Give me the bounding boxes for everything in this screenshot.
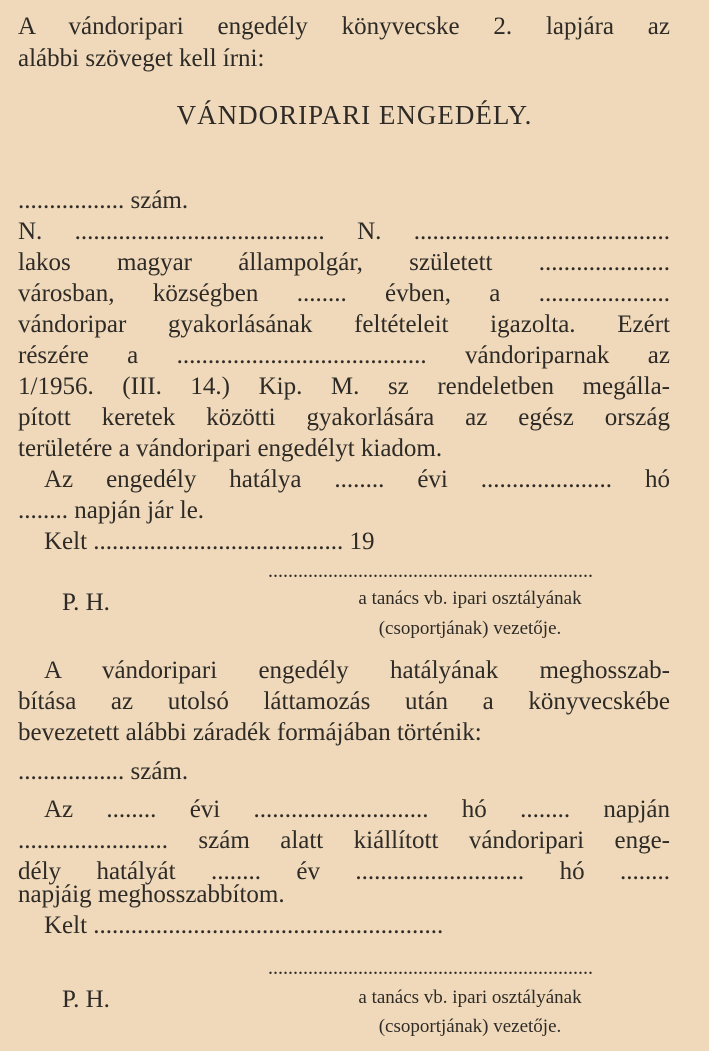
extension-line-3: bevezetett alábbi záradék formájában történik: — [18, 719, 482, 746]
license-line-5: vándoripar gyakorlásának feltételeit igazolta. Ezért — [18, 311, 670, 338]
license-line-7: 1/1956. (III. 14.) Kip. M. sz rendeletben megálla- — [18, 373, 670, 400]
extension-line-1: A vándoripari engedély hatályának meghosszab- — [44, 657, 670, 684]
extension-line-8: napjáig meghosszabbítom. — [18, 881, 285, 908]
signature-title-1: a tanács vb. ipari osztályának — [358, 588, 582, 609]
license-expiry-line: ........ napján jár le. — [18, 497, 205, 524]
extension-kelt-line: Kelt ........................................................ — [44, 912, 444, 939]
license-line-8: pított keretek közötti gyakorlására az egész ország — [18, 404, 670, 431]
extension-line-7: dély hatályát ........ év ........................... hó ........ — [18, 858, 670, 885]
license-line-3: lakos magyar állampolgár, született ..................... — [18, 249, 670, 276]
license-date-line: Kelt ........................................ 19 — [44, 528, 375, 555]
intro-line-1: A vándoripari engedély könyvecske 2. lapjára az — [18, 13, 670, 40]
signature-subtitle-1: (csoportjának) vezetője. — [378, 618, 562, 639]
extension-line-2: bítása az utolsó láttamozás után a könyvecskébe — [18, 688, 670, 715]
license-line-4: városban, községben ........ évben, a ..................... — [18, 280, 670, 307]
license-line-6: részére a ........................................ vándoriparnak az — [18, 342, 670, 369]
license-number-line: ................. szám. — [18, 187, 189, 214]
license-name-line: N. ........................................ N. ......................................... — [18, 218, 670, 245]
signature-dots-2: ................................................................. — [268, 957, 593, 979]
extension-line-6: ........................ szám alatt kiállított vándoripari enge- — [18, 827, 670, 854]
extension-date-line: Az ........ évi ............................ hó ........ napján — [44, 796, 670, 823]
extension-number-line: ................. szám. — [18, 758, 189, 785]
signature-subtitle-2: (csoportjának) vezetője. — [378, 1016, 562, 1037]
document-title: VÁNDORIPARI ENGEDÉLY. — [176, 100, 533, 130]
stamp-label-1: P. H. — [62, 589, 110, 616]
license-line-9: területére a vándoripari engedélyt kiadom. — [18, 435, 443, 462]
intro-line-2: alábbi szöveget kell írni: — [18, 45, 265, 72]
license-validity-line: Az engedély hatálya ........ évi ..................... hó — [44, 466, 670, 493]
stamp-label-2: P. H. — [62, 986, 110, 1013]
signature-dots-1: ................................................................. — [268, 560, 593, 582]
signature-title-2: a tanács vb. ipari osztályának — [358, 987, 582, 1008]
